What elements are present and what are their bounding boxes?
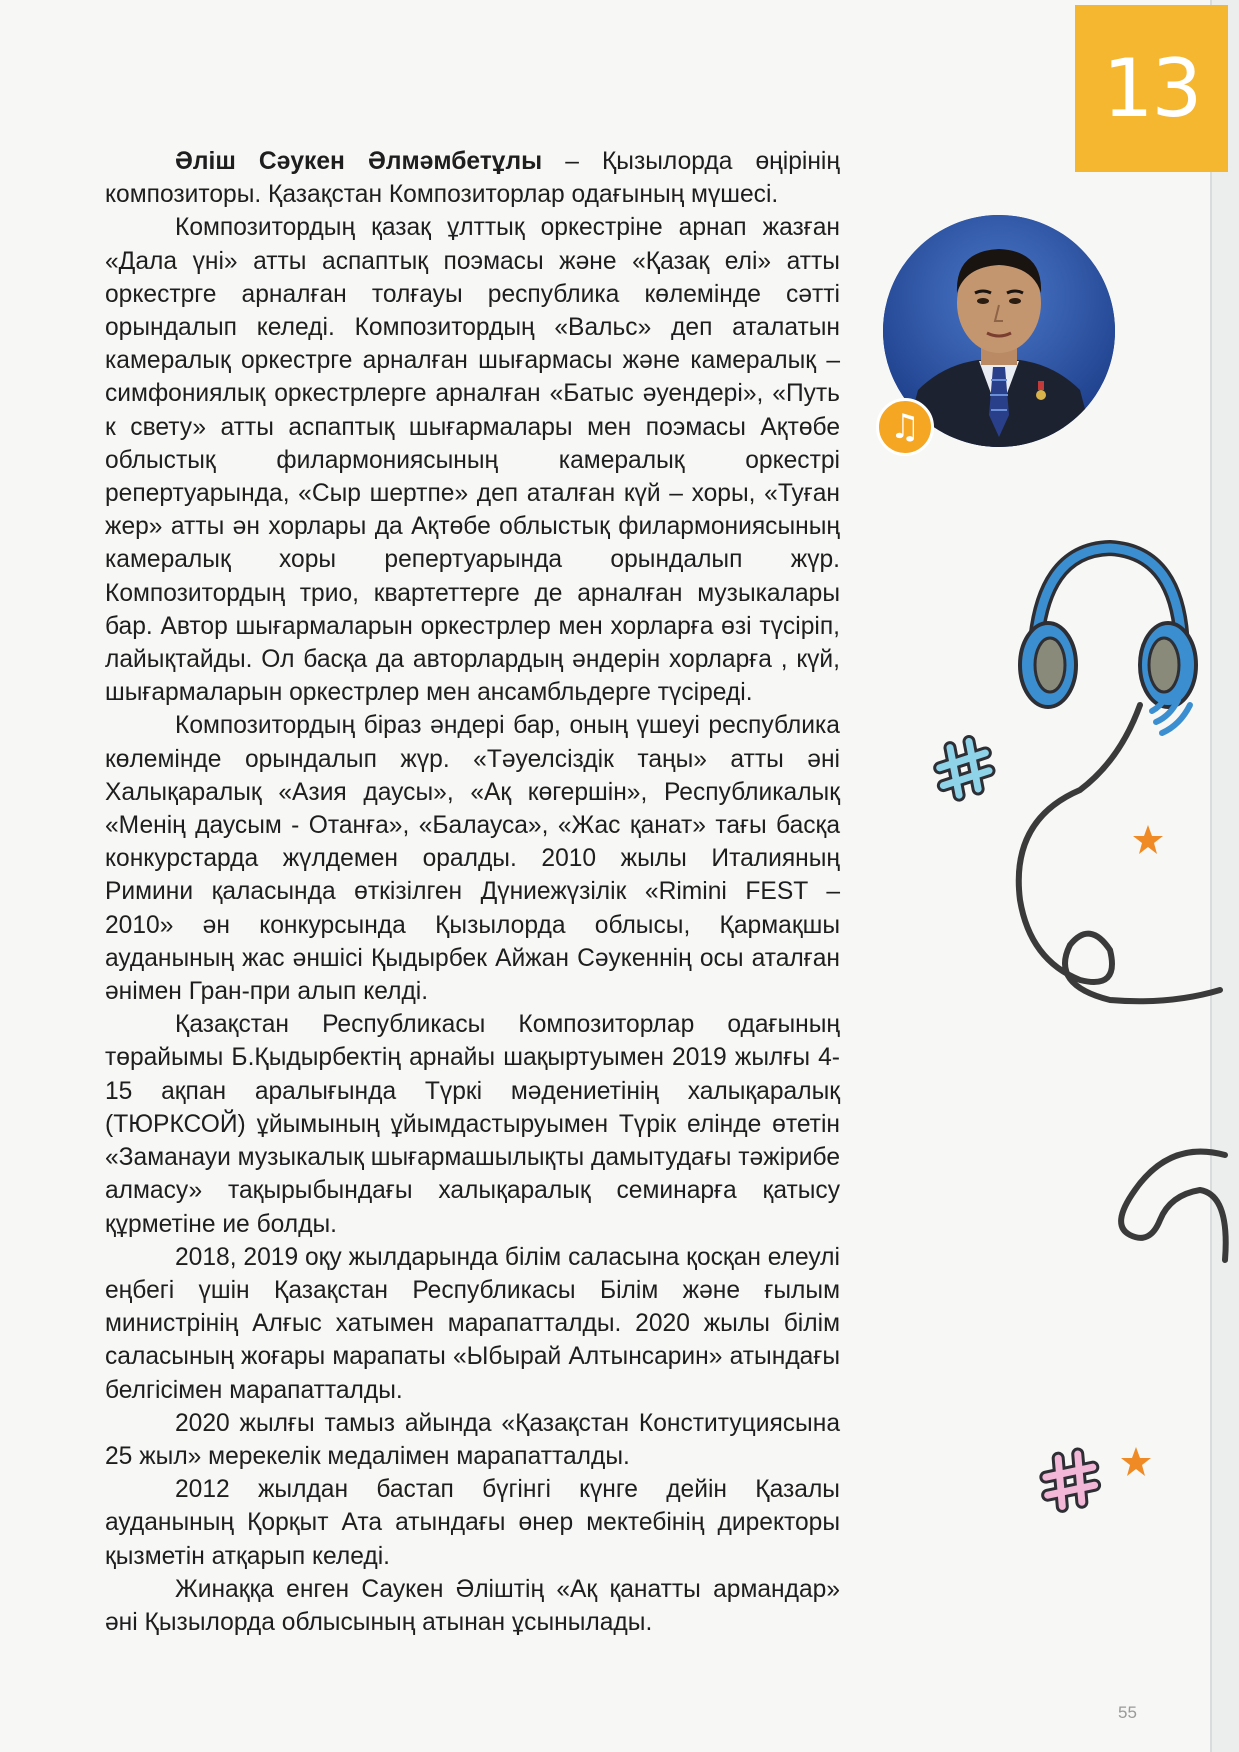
paragraph: 2012 жылдан бастап бүгінгі күнге дейін Қазалы ауданының Қорқыт Ата атындағы өнер мектебінің директоры қызметін атқарып келеді.	[105, 1476, 840, 1570]
hash-icon-blue	[933, 738, 995, 799]
headphone-cord	[1019, 705, 1226, 1260]
paragraph: Композитордың қазақ ұлттық оркестріне арнап жазған «Дала үні» атты аспаптық поэмасы және «Қазақ елі» атты оркестрге арналған толғауы республика көлемінде сәтті орындалып келеді. Композитордың «Вальс» деп аталатын камералық оркестрге арналған шығармасы және камералық – симфониялық оркестрлерге арналған «Батыс әуендері», «Путь к свету» атты аспаптық шығармалары мен поэмасы Ақтөбе облыстық филармониясының камералық оркестрі репертуарында, «Сыр шертпе» деп аталған күй – хоры, «Туған жер» атты ән хорлары да Ақтөбе облыстық филармониясының камералық хоры репертуарында орындалып жүр. Композитордың трио, квартеттерге де арналған музыкалары бар. Автор шығармаларын оркестрлер мен хорларға өзі түсіріп, лайықтайды. Ол басқа да авторлардың әндерін хорларға , күй, шығармаларын оркестрлер мен ансамбльдерге түсіреді.	[105, 214, 840, 707]
star-icon	[1133, 825, 1163, 854]
music-note-icon: ♫	[876, 398, 934, 456]
chapter-number: 13	[1102, 42, 1201, 135]
hash-icon-pink	[1041, 1452, 1100, 1509]
intro-text: – Қызылорда өңірінің композиторы. Қазақстан Композиторлар одағының мүшесі.	[105, 148, 840, 209]
paragraph: Композитордың біраз әндері бар, оның үшеуі республика көлемінде орындалып жүр. «Тәуелсіздік таңы» атты әні Халықаралық «Азия даусы», «Ақ көгершін», Республикалық «Менің даусым - Отанға», «Балауса», «Жас қанат» тағы басқа конкурстарда жүлдемен оралды. 2010 жылы Италияның Римини қаласында өткізілген Дүниежүзілік «Rimini FEST – 2010» ән конкурсында Қызылорда облысы, Қармақшы ауданының жас әншісі Қыдырбек Айжан Сәукеннің осы аталған әнімен Гран-при алып келді.	[105, 712, 840, 1006]
star-icon	[1121, 1447, 1151, 1476]
page-number: 55	[1118, 1703, 1137, 1722]
paragraph: Қазақстан Республикасы Композиторлар одағының төрайымы Б.Қыдырбектің арнайы шақыртуымен 2019 жылғы 4-15 ақпан аралығында Түркі мәдениетінің халықаралық (ТЮРКСОЙ) ұйымының ұйымдастыруымен Түрік елінде өтетін «Заманауи музыкалық шығармашылықты дамытудағы тәжірибе алмасу» тақырыбындағы халықаралық семинарға қатысу құрметіне ие болды.	[105, 1011, 840, 1238]
headphones-icon	[1020, 548, 1196, 707]
paragraph: 2018, 2019 оқу жылдарында білім саласына қосқан елеулі еңбегі үшін Қазақстан Республикасы Білім және ғылым министрінің Алғыс хатымен марапатталды. 2020 жылы білім саласының жоғары марапаты «Ыбырай Алтынсарин» атындағы белгісімен марапатталды.	[105, 1243, 840, 1404]
paragraph: Жинаққа енген Саукен Әліштің «Ақ қанатты армандар» әні Қызылорда облысының атынан ұсынылады.	[105, 1575, 840, 1636]
composer-name: Әліш Сәукен Әлмәмбетұлы	[175, 148, 543, 175]
paragraph: 2020 жылғы тамыз айында «Қазақстан Конституциясына 25 жыл» мерекелік медалімен марапатталды.	[105, 1409, 840, 1470]
